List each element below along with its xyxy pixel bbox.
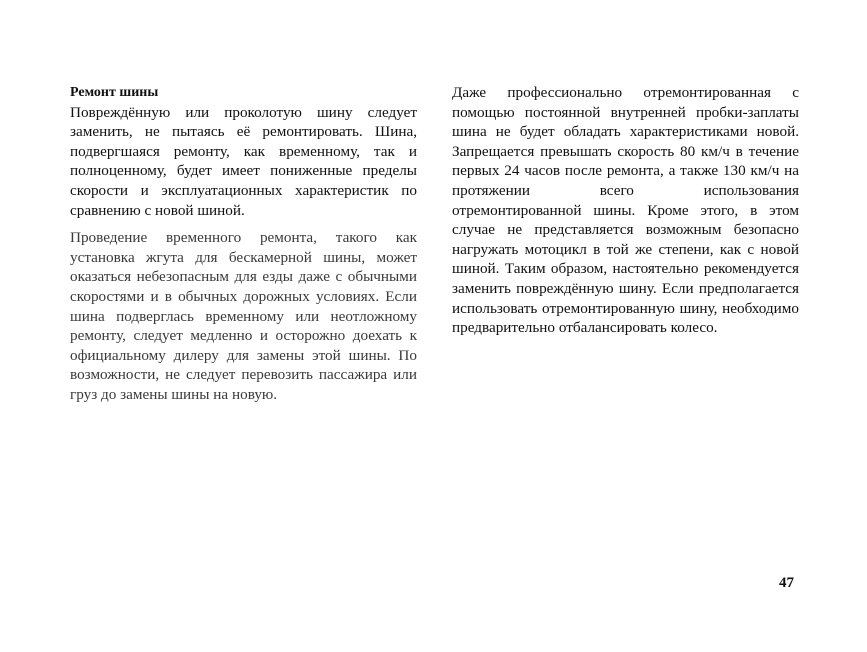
paragraph-tire-replacement: Повреждённую или проколотую шину следует заменить, не пытаясь её ремонтировать. Шина, подвергшаяся ремонту, как временному, так и полноценному, будет имеет пониженные пределы скорости и эксплуатационных характеристик по сравнению с новой шиной.	[70, 103, 417, 219]
left-column	[70, 83, 417, 405]
paragraph-professional-repair: Даже профессионально отремонтированная с помощью постоянной внутренней пробки-заплаты шина не будет обладать характеристиками новой. Запрещается превышать скорость 80 км/ч в течение первых 24 часов после ремонта, а также 130 км/ч на протяжении всего использования отремонтированной шины. Кроме этого, в этом случае не представляется возможным безопасно нагружать мотоцикл в той же степени, как с новой шиной. Таким образом, настоятельно рекомендуется заменить повреждённую шину. Если предполагается использовать отремонтированную шину, необходимо предварительно отбалансировать колесо.	[452, 84, 799, 337]
page-number: 47	[779, 575, 794, 591]
section-heading: Ремонт шины	[70, 85, 159, 100]
right-column	[452, 83, 799, 338]
paragraph-temporary-repair: Проведение временного ремонта, такого как установка жгута для бескамерной шины, может оказаться небезопасным для езды даже с обычными скоростями и в обычных дорожных условиях. Если шина подверглась временному или неотложному ремонту, следует медленно и осторожно доехать к официальному дилеру для замены этой шины. По возможности, не следует перевозить пассажира или груз до замены шины на новую.	[70, 229, 417, 403]
